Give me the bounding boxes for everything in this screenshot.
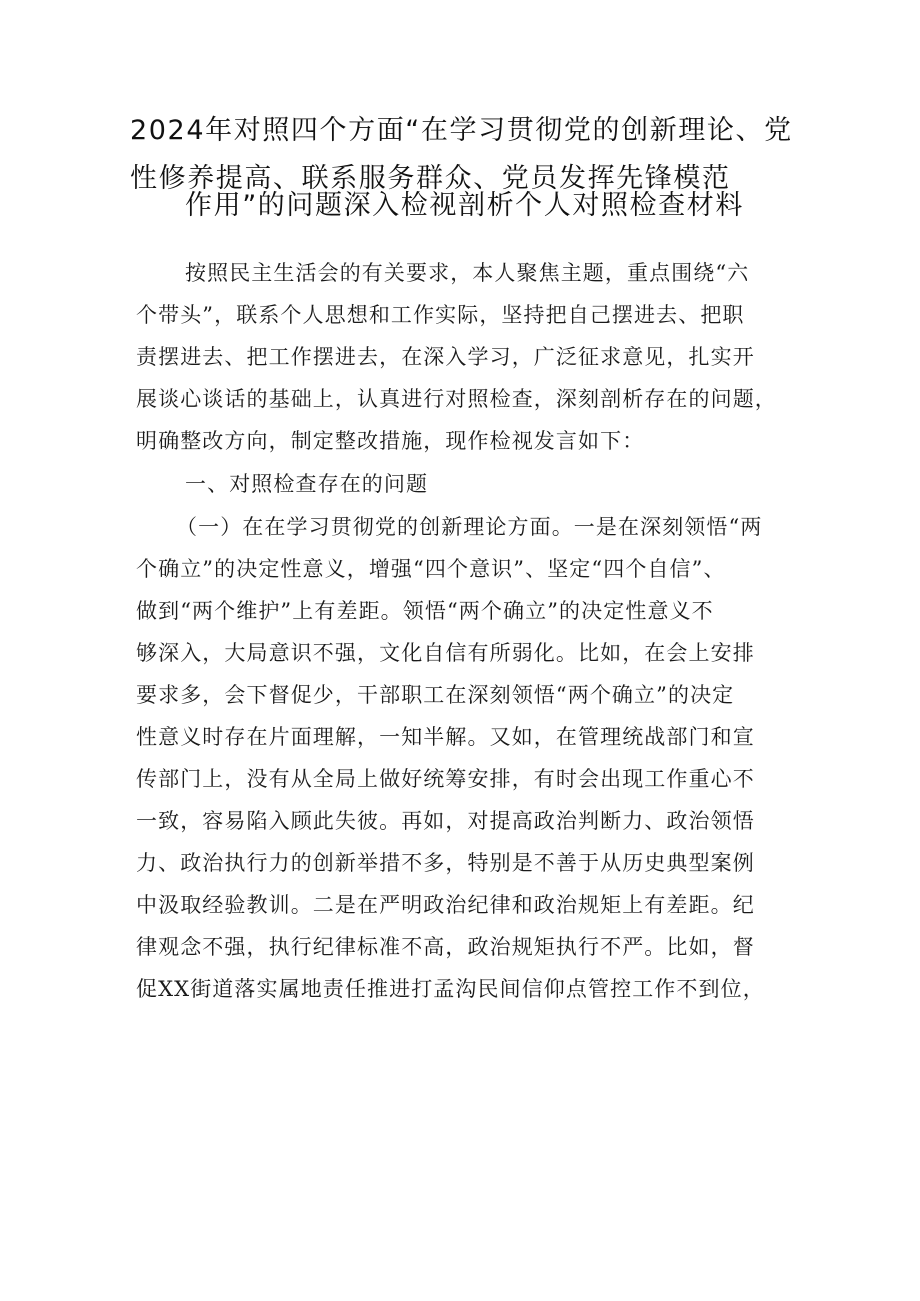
body-paragraph-line: 性意义时存在片面理解，一知半解。又如，在管理统战部门和宣 xyxy=(136,725,755,749)
document-title-line-3: 作用”的问题深入检视剖析个人对照检查材料 xyxy=(185,190,744,221)
body-paragraph-line: 力、政治执行力的创新举措不多，特别是不善于从历史典型案例 xyxy=(136,851,755,875)
body-paragraph-line: 展谈心谈话的基础上，认真进行对照检查，深刻剖析存在的问题， xyxy=(136,387,777,411)
document-title-line-1: 2024年对照四个方面“在学习贯彻党的创新理论、党 xyxy=(130,115,793,146)
body-paragraph-line: 责摆进去、把工作摆进去，在深入学习，广泛征求意见，扎实开 xyxy=(136,345,755,369)
body-paragraph-line: 促XX街道落实属地责任推进打孟沟民间信仰点管控工作不到位， xyxy=(136,977,765,1001)
body-paragraph-line: 律观念不强，执行纪律标准不高，政治规矩执行不严。比如，督 xyxy=(136,935,755,959)
body-paragraph-line: 中汲取经验教训。二是在严明政治纪律和政治规矩上有差距。纪 xyxy=(136,893,755,917)
body-paragraph-line: 一致，容易陷入顾此失彼。再如，对提高政治判断力、政治领悟 xyxy=(136,809,755,833)
body-paragraph-line: 个确立”的决定性意义，增强“四个意识”、坚定“四个自信”、 xyxy=(136,557,726,581)
body-paragraph-line: 够深入，大局意识不强，文化自信有所弱化。比如，在会上安排 xyxy=(136,641,755,665)
document-title-line-2: 性修养提高、联系服务群众、党员发挥先锋模范 xyxy=(130,163,731,194)
subsection-paragraph-line: （一）在在学习贯彻党的创新理论方面。一是在深刻领悟“两 xyxy=(176,515,763,539)
body-paragraph-line: 个带头”，联系个人思想和工作实际，坚持把自己摆进去、把职 xyxy=(136,303,745,327)
body-paragraph-line: 要求多，会下督促少，干部职工在深刻领悟“两个确立”的决定 xyxy=(136,683,735,707)
body-paragraph-line: 明确整改方向，制定整改措施，现作检视发言如下： xyxy=(136,429,645,453)
body-paragraph-line: 做到“两个维护”上有差距。领悟“两个确立”的决定性意义不 xyxy=(136,599,714,623)
body-paragraph-line: 按照民主生活会的有关要求，本人聚焦主题，重点围绕“六 xyxy=(185,261,750,285)
body-paragraph-line: 传部门上，没有从全局上做好统筹安排，有时会出现工作重心不 xyxy=(136,767,755,791)
section-heading: 一、对照检查存在的问题 xyxy=(185,472,429,496)
